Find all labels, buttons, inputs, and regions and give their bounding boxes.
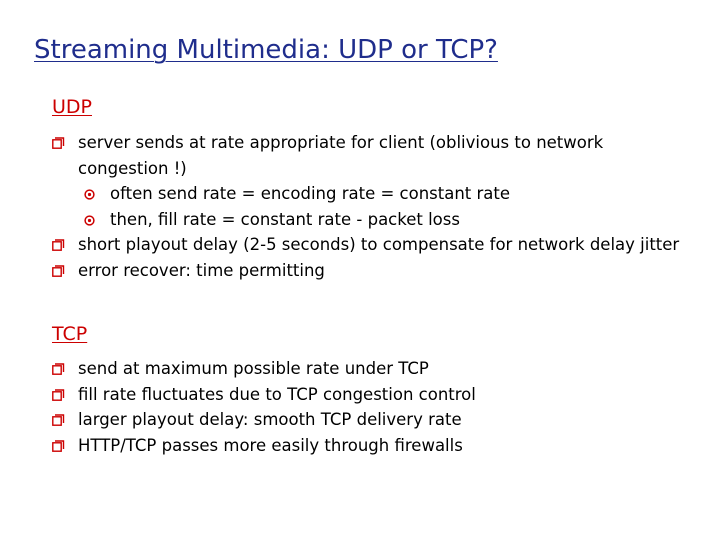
bullet-item <box>52 407 692 433</box>
square-bullet-icon <box>52 265 65 277</box>
bullet-item <box>52 232 692 258</box>
sub-bullet-text: then, fill rate = constant rate - packet loss <box>110 209 460 229</box>
bullet-item <box>52 258 692 284</box>
bullet-item <box>52 382 692 408</box>
bullet-text: server sends at rate appropriate for client (oblivious to network congestion !) <box>78 133 604 178</box>
square-bullet-icon <box>52 363 65 375</box>
bullet-text: fill rate fluctuates due to TCP congestion control <box>78 384 476 404</box>
circle-bullet-icon <box>84 189 95 200</box>
square-bullet-icon <box>52 239 65 251</box>
sub-bullet-item <box>52 207 692 233</box>
sub-bullet-text: often send rate = encoding rate = constant rate <box>110 184 511 203</box>
square-bullet-icon <box>52 440 65 452</box>
slide-title: Streaming Multimedia: UDP or TCP? <box>34 35 498 65</box>
bullet-item <box>52 433 692 459</box>
bullet-item <box>52 130 692 181</box>
bullet-item <box>52 356 692 382</box>
bullet-text: short playout delay (2-5 seconds) to compensate for network delay jitter <box>78 235 680 254</box>
bullet-text: send at maximum possible rate under TCP <box>78 359 429 378</box>
bullet-text: HTTP/TCP passes more easily through firewalls <box>78 435 463 455</box>
circle-bullet-icon <box>84 215 95 226</box>
sub-bullet-item <box>52 181 692 207</box>
bullet-text: larger playout delay: smooth TCP delivery rate <box>78 410 462 429</box>
udp-heading: UDP <box>52 96 92 118</box>
square-bullet-icon <box>52 137 65 149</box>
bullet-text: error recover: time permitting <box>78 260 325 280</box>
square-bullet-icon <box>52 389 65 401</box>
udp-bullet-list <box>52 130 692 283</box>
tcp-bullet-list <box>52 356 692 458</box>
square-bullet-icon <box>52 414 65 426</box>
tcp-heading: TCP <box>52 323 88 345</box>
